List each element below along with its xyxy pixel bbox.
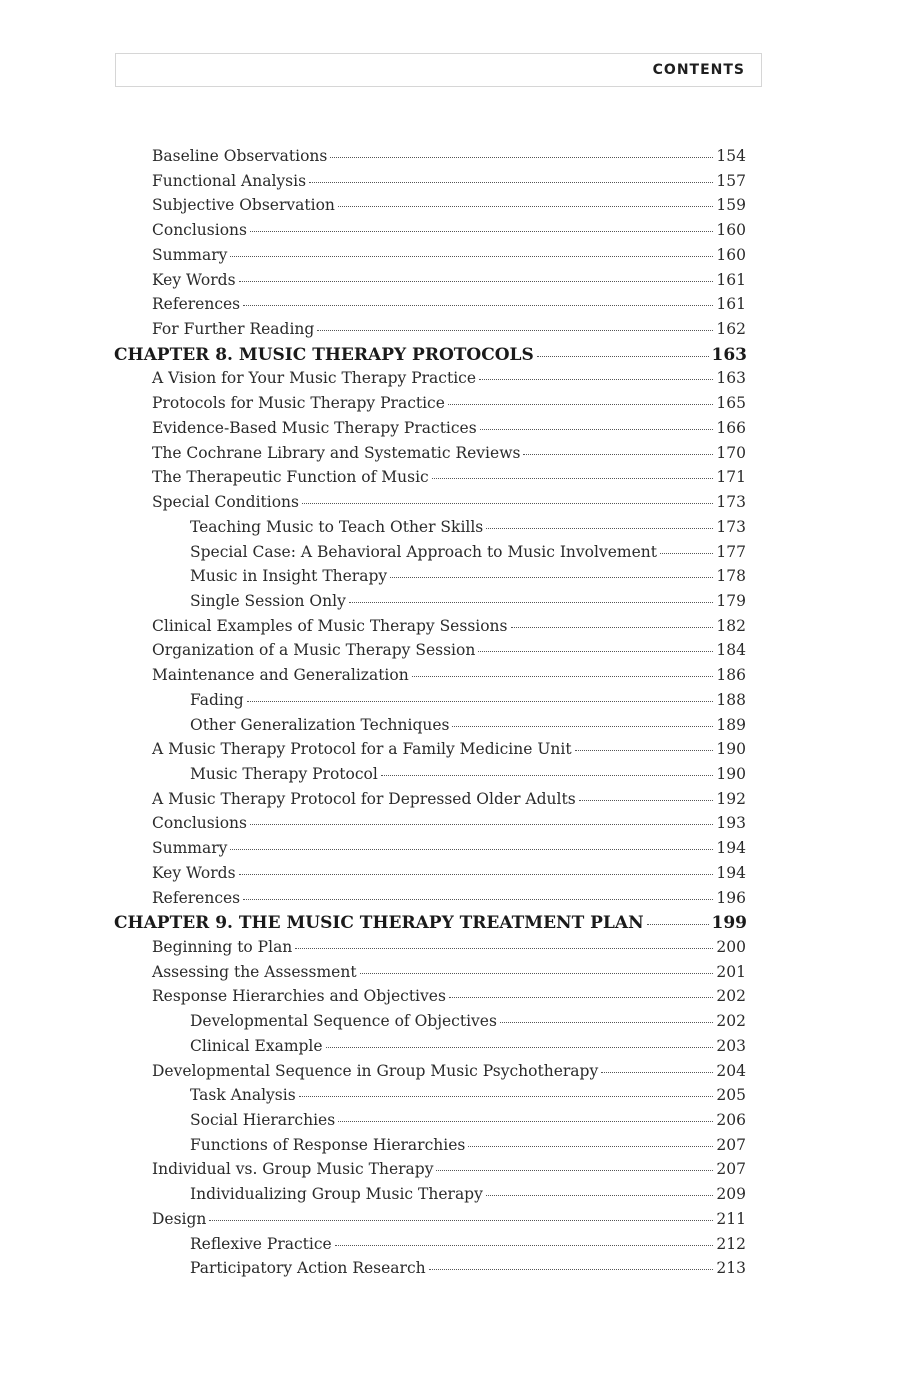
- toc-entry-page-number: 173: [716, 517, 746, 536]
- toc-entry-title: Key Words: [152, 270, 236, 289]
- toc-section-entry: [0, 963, 900, 988]
- toc-entry-title: Evidence-Based Music Therapy Practices: [152, 418, 477, 437]
- toc-entry-title: Social Hierarchies: [190, 1111, 336, 1130]
- toc-entry-page-number: 211: [716, 1209, 746, 1228]
- toc-entry-title: Summary: [152, 245, 228, 264]
- toc-section-entry: [0, 147, 900, 172]
- toc-entry-title: Response Hierarchies and Objectives: [152, 987, 446, 1006]
- toc-entry-page-number: 184: [716, 641, 746, 660]
- toc-entry-title: Music in Insight Therapy: [190, 567, 388, 586]
- toc-section-entry: [0, 394, 900, 419]
- toc-section-entry: [0, 196, 900, 221]
- table-of-contents: [0, 147, 900, 1284]
- toc-entry-page-number: 157: [716, 171, 746, 190]
- toc-entry-page-number: 173: [716, 493, 746, 512]
- toc-entry-page-number: 200: [716, 938, 746, 956]
- dot-leader: [579, 800, 714, 801]
- toc-section-entry: [0, 172, 900, 197]
- toc-entry-title: Individual vs. Group Music Therapy: [152, 1160, 434, 1179]
- dot-leader: [537, 356, 709, 357]
- toc-entry-title: Conclusions: [152, 814, 247, 833]
- toc-entry-title: Conclusions: [152, 221, 247, 240]
- toc-entry-page-number: 212: [716, 1234, 746, 1253]
- dot-leader: [335, 1245, 714, 1246]
- toc-section-entry: [0, 419, 900, 444]
- dot-leader: [309, 182, 713, 183]
- toc-entry-page-number: 194: [716, 839, 746, 858]
- toc-entry-page-number: 188: [716, 690, 746, 709]
- toc-entry-page-number: 161: [716, 270, 746, 289]
- toc-section-entry: [0, 1210, 900, 1235]
- toc-entry-page-number: 192: [716, 789, 746, 808]
- toc-entry-page-number: 205: [716, 1086, 746, 1105]
- toc-entry-title: Functional Analysis: [152, 171, 307, 190]
- toc-entry-title: Protocols for Music Therapy Practice: [152, 394, 445, 413]
- toc-entry-title: Assessing the Assessment: [152, 962, 357, 981]
- toc-section-entry: [0, 740, 900, 765]
- dot-leader: [299, 1096, 714, 1097]
- toc-section-entry: [0, 839, 900, 864]
- dot-leader: [660, 553, 713, 554]
- toc-subsection-entry: [0, 567, 900, 592]
- dot-leader: [601, 1072, 713, 1073]
- dot-leader: [295, 948, 713, 949]
- toc-section-entry: [0, 864, 900, 889]
- dot-leader: [239, 874, 714, 875]
- toc-entry-page-number: 162: [716, 320, 746, 339]
- dot-leader: [381, 775, 714, 776]
- toc-entry-page-number: 193: [716, 814, 746, 833]
- dot-leader: [448, 404, 713, 405]
- dot-leader: [575, 750, 714, 751]
- toc-chapter-entry: [0, 345, 900, 370]
- dot-leader: [436, 1170, 713, 1171]
- dot-leader: [317, 330, 713, 331]
- toc-entry-page-number: 163: [711, 344, 747, 365]
- running-header: [115, 53, 762, 87]
- dot-leader: [243, 899, 713, 900]
- toc-subsection-entry: [0, 1136, 900, 1161]
- toc-entry-page-number: 199: [711, 913, 747, 934]
- toc-entry-page-number: 165: [716, 394, 746, 413]
- dot-leader: [432, 478, 714, 479]
- toc-subsection-entry: [0, 592, 900, 617]
- toc-subsection-entry: [0, 765, 900, 790]
- toc-entry-title: Special Case: A Behavioral Approach to Music Involvement: [190, 542, 657, 561]
- toc-entry-title: Developmental Sequence in Group Music Psychotherapy: [152, 1061, 599, 1080]
- toc-section-entry: [0, 814, 900, 839]
- toc-section-entry: [0, 1062, 900, 1087]
- toc-entry-page-number: 202: [716, 1012, 746, 1031]
- toc-entry-page-number: 163: [716, 369, 746, 388]
- toc-entry-title: References: [152, 295, 241, 314]
- dot-leader: [647, 924, 709, 925]
- dot-leader: [250, 824, 713, 825]
- toc-entry-page-number: 201: [716, 962, 746, 981]
- toc-entry-title: Fading: [190, 690, 244, 709]
- dot-leader: [479, 379, 713, 380]
- toc-entry-page-number: 170: [716, 443, 746, 462]
- toc-subsection-entry: [0, 716, 900, 741]
- toc-section-entry: [0, 271, 900, 296]
- toc-entry-title: CHAPTER 9. THE MUSIC THERAPY TREATMENT PLAN: [114, 913, 644, 934]
- dot-leader: [511, 627, 714, 628]
- toc-entry-page-number: 177: [716, 542, 746, 561]
- dot-leader: [326, 1047, 714, 1048]
- toc-entry-page-number: 154: [716, 147, 746, 165]
- toc-entry-title: Other Generalization Techniques: [190, 715, 450, 734]
- toc-entry-page-number: 206: [716, 1111, 746, 1130]
- toc-chapter-entry: [0, 913, 900, 938]
- dot-leader: [230, 256, 713, 257]
- toc-entry-title: Maintenance and Generalization: [152, 666, 409, 685]
- toc-entry-page-number: 160: [716, 245, 746, 264]
- dot-leader: [247, 701, 714, 702]
- dot-leader: [478, 651, 713, 652]
- toc-entry-title: Beginning to Plan: [152, 938, 293, 956]
- toc-entry-page-number: 209: [716, 1185, 746, 1204]
- toc-section-entry: [0, 889, 900, 914]
- toc-section-entry: [0, 987, 900, 1012]
- toc-section-entry: [0, 221, 900, 246]
- dot-leader: [390, 577, 713, 578]
- toc-entry-title: Baseline Observations: [152, 147, 328, 165]
- toc-entry-page-number: 207: [716, 1160, 746, 1179]
- dot-leader: [250, 231, 713, 232]
- toc-subsection-entry: [0, 691, 900, 716]
- dot-leader: [486, 1195, 714, 1196]
- toc-entry-page-number: 194: [716, 863, 746, 882]
- dot-leader: [480, 429, 714, 430]
- toc-section-entry: [0, 938, 900, 963]
- toc-section-entry: [0, 493, 900, 518]
- dot-leader: [338, 1121, 713, 1122]
- dot-leader: [330, 157, 713, 158]
- dot-leader: [412, 676, 714, 677]
- toc-entry-page-number: 190: [716, 740, 746, 759]
- toc-entry-title: Design: [152, 1209, 207, 1228]
- toc-entry-page-number: 204: [716, 1061, 746, 1080]
- toc-section-entry: [0, 468, 900, 493]
- toc-entry-page-number: 189: [716, 715, 746, 734]
- toc-entry-title: References: [152, 888, 241, 907]
- toc-entry-title: Music Therapy Protocol: [190, 764, 378, 783]
- running-header-title: CONTENTS: [652, 62, 745, 78]
- toc-entry-page-number: 178: [716, 567, 746, 586]
- dot-leader: [449, 997, 714, 998]
- toc-section-entry: [0, 617, 900, 642]
- toc-subsection-entry: [0, 1235, 900, 1260]
- dot-leader: [429, 1269, 714, 1270]
- toc-entry-page-number: 160: [716, 221, 746, 240]
- toc-subsection-entry: [0, 1259, 900, 1284]
- toc-entry-title: The Therapeutic Function of Music: [152, 468, 429, 487]
- dot-leader: [230, 849, 713, 850]
- toc-entry-title: Reflexive Practice: [190, 1234, 332, 1253]
- dot-leader: [349, 602, 714, 603]
- toc-section-entry: [0, 295, 900, 320]
- toc-entry-title: A Music Therapy Protocol for a Family Medicine Unit: [152, 740, 572, 759]
- toc-entry-title: CHAPTER 8. MUSIC THERAPY PROTOCOLS: [114, 344, 534, 365]
- toc-entry-page-number: 159: [716, 196, 746, 215]
- dot-leader: [243, 305, 713, 306]
- toc-entry-page-number: 161: [716, 295, 746, 314]
- toc-subsection-entry: [0, 518, 900, 543]
- toc-entry-page-number: 166: [716, 418, 746, 437]
- toc-entry-page-number: 182: [716, 616, 746, 635]
- toc-subsection-entry: [0, 1037, 900, 1062]
- toc-entry-title: Teaching Music to Teach Other Skills: [190, 517, 484, 536]
- dot-leader: [468, 1146, 713, 1147]
- toc-section-entry: [0, 790, 900, 815]
- toc-entry-title: Key Words: [152, 863, 236, 882]
- dot-leader: [338, 206, 714, 207]
- toc-entry-title: Clinical Examples of Music Therapy Sessions: [152, 616, 508, 635]
- toc-entry-title: Individualizing Group Music Therapy: [190, 1185, 483, 1204]
- toc-entry-page-number: 190: [716, 764, 746, 783]
- toc-subsection-entry: [0, 1111, 900, 1136]
- toc-section-entry: [0, 666, 900, 691]
- toc-entry-page-number: 179: [716, 591, 746, 610]
- toc-entry-page-number: 202: [716, 987, 746, 1006]
- toc-entry-page-number: 171: [716, 468, 746, 487]
- dot-leader: [486, 528, 713, 529]
- toc-subsection-entry: [0, 543, 900, 568]
- toc-entry-title: Functions of Response Hierarchies: [190, 1135, 466, 1154]
- toc-entry-title: Special Conditions: [152, 493, 299, 512]
- toc-entry-page-number: 203: [716, 1036, 746, 1055]
- dot-leader: [500, 1022, 713, 1023]
- dot-leader: [452, 726, 713, 727]
- toc-entry-title: A Vision for Your Music Therapy Practice: [152, 369, 477, 388]
- toc-section-entry: [0, 320, 900, 345]
- toc-subsection-entry: [0, 1086, 900, 1111]
- toc-entry-title: The Cochrane Library and Systematic Reviews: [152, 443, 521, 462]
- toc-entry-title: Task Analysis: [190, 1086, 296, 1105]
- dot-leader: [239, 281, 714, 282]
- toc-entry-title: Clinical Example: [190, 1036, 323, 1055]
- toc-section-entry: [0, 444, 900, 469]
- toc-entry-title: Summary: [152, 839, 228, 858]
- toc-entry-page-number: 196: [716, 888, 746, 907]
- toc-entry-page-number: 207: [716, 1135, 746, 1154]
- toc-entry-title: Subjective Observation: [152, 196, 335, 215]
- dot-leader: [523, 454, 713, 455]
- dot-leader: [302, 503, 713, 504]
- toc-entry-title: Participatory Action Research: [190, 1259, 426, 1278]
- toc-subsection-entry: [0, 1185, 900, 1210]
- toc-entry-title: Developmental Sequence of Objectives: [190, 1012, 497, 1031]
- dot-leader: [360, 973, 714, 974]
- toc-subsection-entry: [0, 1012, 900, 1037]
- toc-entry-title: For Further Reading: [152, 320, 315, 339]
- toc-entry-page-number: 213: [716, 1259, 746, 1278]
- toc-section-entry: [0, 369, 900, 394]
- toc-entry-title: A Music Therapy Protocol for Depressed Older Adults: [152, 789, 576, 808]
- dot-leader: [209, 1220, 713, 1221]
- toc-entry-title: Organization of a Music Therapy Session: [152, 641, 476, 660]
- toc-entry-page-number: 186: [716, 666, 746, 685]
- toc-section-entry: [0, 246, 900, 271]
- toc-section-entry: [0, 1160, 900, 1185]
- toc-section-entry: [0, 641, 900, 666]
- toc-entry-title: Single Session Only: [190, 591, 346, 610]
